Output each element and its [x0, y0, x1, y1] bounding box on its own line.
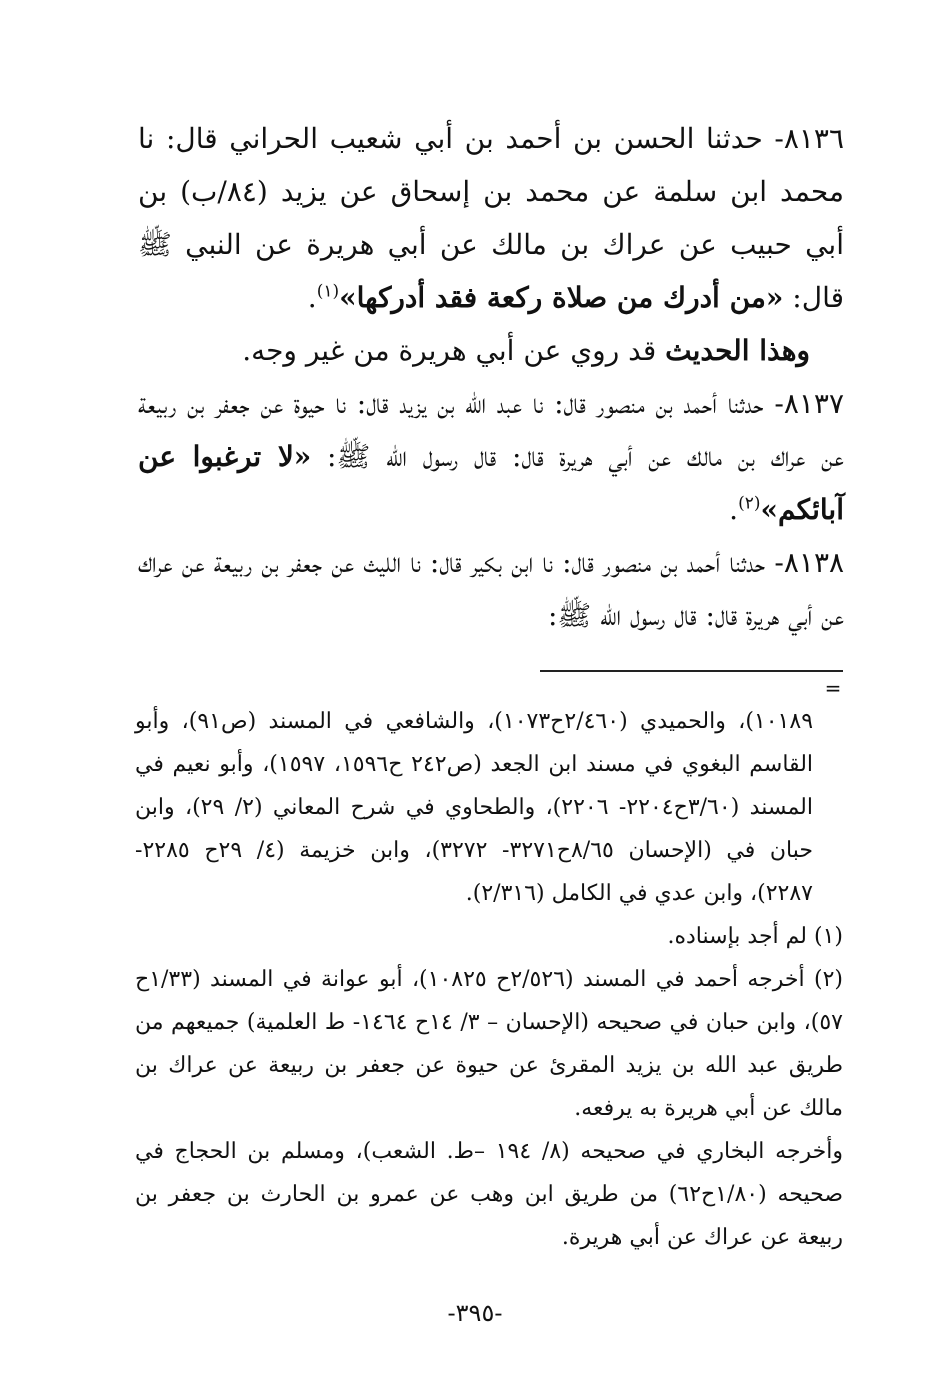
hadith-8137: [138, 377, 844, 536]
hadith-8137-quote: «لا ترغبوا عن آبائكم»: [138, 440, 844, 526]
footnote-separator: [540, 670, 843, 672]
comment-bold: وهذا الحديث: [665, 334, 810, 367]
footnote-ref-2[interactable]: (٢): [738, 493, 761, 514]
hadith-8136-quote: «من أدرك من صلاة ركعة فقد أدركها»: [339, 281, 784, 314]
hadith-8138: [138, 536, 844, 642]
comment-rest: قد روي عن أبي هريرة من غير وجه.: [242, 334, 666, 367]
footnote-1: (١) لم أجد بإسناده.: [667, 924, 843, 949]
footnote-2a: (٢) أخرجه أحمد في المسند (٢/٥٢٦ح ١٠٨٢٥)، أبو عوانة في المسند (١/٣٣ح ٥٧)، وابن حبان في صحيحه (الإحسان – ٣/ ١٤ح ١٤٦٤- ط العلمية) جميعهم من طريق عبد الله بن يزيد المقرئ عن حيوة عن جعفر بن ربيعة عن عراك بن مالك عن أبي هريرة به يرفعه.: [135, 967, 843, 1121]
footnote-continued: ١٠١٨٩)، والحميدي (٢/٤٦٠ح١٠٧٣)، والشافعي في المسند (ص٩١)، وأبو القاسم البغوي في مسند ابن الجعد (ص٢٤٢ ح١٥٩٦، ١٥٩٧)، وأبو نعيم في المسند (٣/٦٠ح٢٢٠٤- ٢٢٠٦)، والطحاوي في شرح المعاني (٢/ ٢٩)، وابن حبان في (الإحسان ٨/٦٥ح٣٢٧١- ٣٢٧٢)، وابن خزيمة (٤/ ٢٩ح ٢٢٨٥- ٢٢٨٧)، وابن عدي في الكامل (٢/٣١٦).: [135, 709, 814, 906]
comment-paragraph: [138, 324, 844, 377]
hadith-8136-intro: ٨١٣٦- حدثنا الحسن بن أحمد بن أبي شعيب الحراني قال: نا محمد ابن سلمة عن محمد بن إسحاق عن يزيد (٨٤/ب) بن أبي حبيب عن عراك بن مالك عن أبي هريرة عن النبي ﷺ قال:: [138, 122, 844, 314]
hadith-8137-intro: ٨١٣٧- حدثنا أحمد بن منصور قال: نا عبد الله بن يزيد قال: نا حيوة عن جعفر بن ربيعة عن عراك بن مالك عن أبي هريرة قال: قال رسول الله ﷺ:: [138, 387, 844, 473]
footnote-continuation-mark: =: [824, 676, 842, 700]
footnote-2b: وأخرجه البخاري في صحيحه (٨/ ١٩٤ –ط. الشعب)، ومسلم بن الحجاج في صحيحه (١/٨٠ح٦٢) من طريق ابن وهب عن عمرو بن الحارث بن جعفر بن ربيعة عن عراك عن أبي هريرة.: [135, 1139, 844, 1250]
hadith-8136-end: .: [307, 281, 317, 314]
main-text: [138, 112, 844, 642]
hadith-8136: [138, 112, 844, 324]
footnote-ref-1[interactable]: (١): [316, 281, 340, 302]
page-number: -٣٩٥-: [447, 1299, 503, 1327]
footnotes: [135, 700, 843, 1259]
hadith-8138-intro: ٨١٣٨- حدثنا أحمد بن منصور قال: نا ابن بكير قال: نا الليث عن جعفر بن ربيعة عن عراك عن أبي هريرة قال: قال رسول الله ﷺ:: [138, 546, 845, 632]
hadith-8137-end: .: [729, 493, 739, 526]
